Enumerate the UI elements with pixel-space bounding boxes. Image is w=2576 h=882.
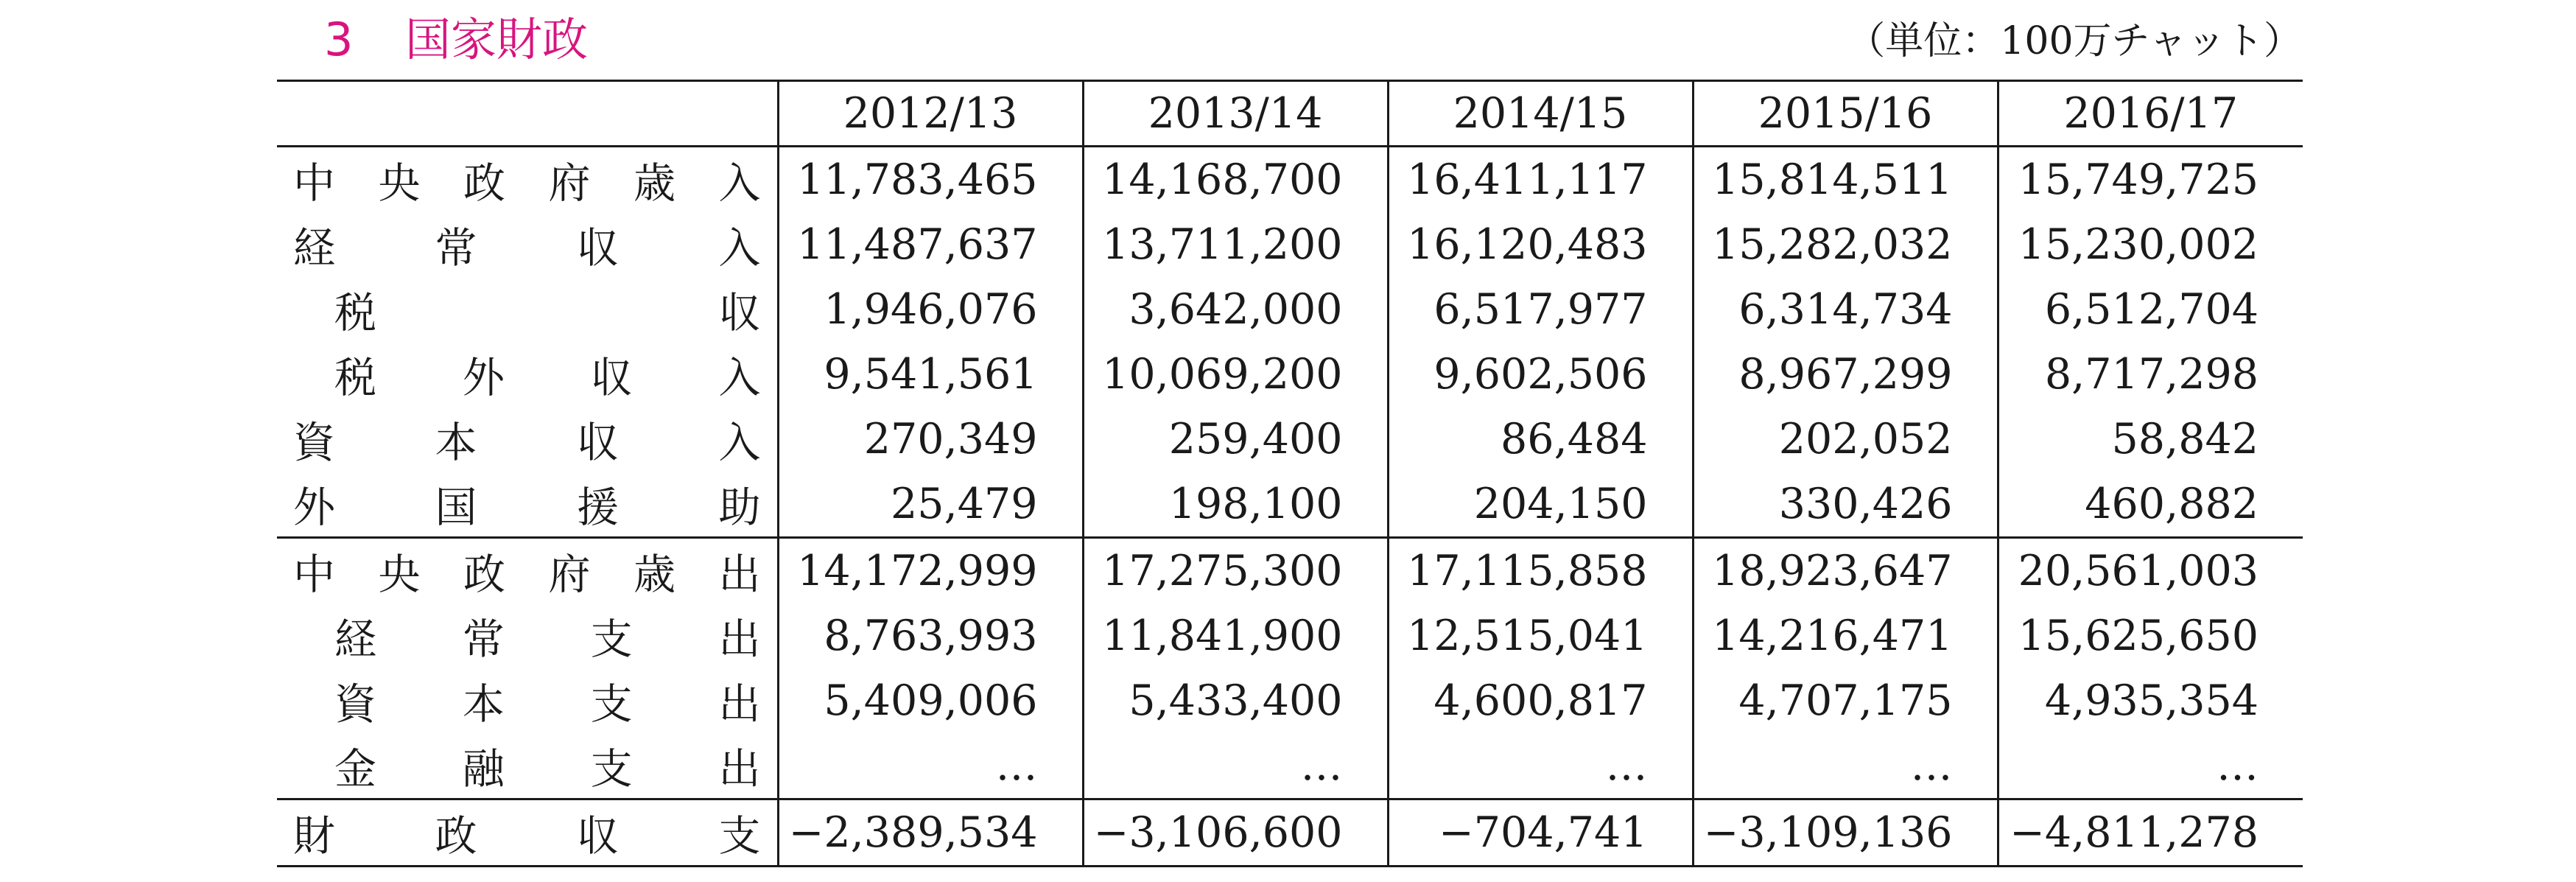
header-row — [277, 81, 2303, 147]
table-cell: 8,763,993 — [778, 603, 1083, 668]
row-label: 中 央 政 府 歳 出 — [277, 538, 778, 604]
column-header: 2012/13 — [778, 81, 1083, 147]
table-cell: 11,487,637 — [778, 212, 1083, 277]
table-row — [277, 668, 2303, 733]
unit-note: （単位：100万チャット） — [1847, 19, 2302, 63]
table-row — [277, 212, 2303, 277]
table-row — [277, 538, 2303, 604]
table-row — [277, 472, 2303, 538]
table-cell: 17,115,858 — [1388, 538, 1693, 604]
table-row — [277, 147, 2303, 213]
table-cell: 86,484 — [1388, 407, 1693, 472]
column-header: 2016/17 — [1998, 81, 2303, 147]
table-cell: 6,314,734 — [1693, 277, 1998, 342]
table-cell: 202,052 — [1693, 407, 1998, 472]
table-cell: 4,707,175 — [1693, 668, 1998, 733]
table-cell: 6,517,977 — [1388, 277, 1693, 342]
header-corner — [277, 81, 778, 147]
table-cell: 12,515,041 — [1388, 603, 1693, 668]
table-cell: −704,741 — [1388, 799, 1693, 867]
table-cell: … — [1388, 733, 1693, 799]
table-cell: 4,935,354 — [1998, 668, 2303, 733]
table-cell: 14,216,471 — [1693, 603, 1998, 668]
table-cell: 1,946,076 — [778, 277, 1083, 342]
table-cell: 3,642,000 — [1083, 277, 1388, 342]
table-cell: 6,512,704 — [1998, 277, 2303, 342]
table-cell: … — [1998, 733, 2303, 799]
section-number: 3 — [324, 13, 354, 66]
table-cell: 330,426 — [1693, 472, 1998, 538]
table-cell: −3,109,136 — [1693, 799, 1998, 867]
table-cell: −2,389,534 — [778, 799, 1083, 867]
column-header: 2015/16 — [1693, 81, 1998, 147]
table-row — [277, 603, 2303, 668]
table-cell: 204,150 — [1388, 472, 1693, 538]
row-label: 経 常 支 出 — [334, 615, 761, 664]
row-label: 資 本 収 入 — [293, 419, 761, 467]
table-cell: 58,842 — [1998, 407, 2303, 472]
row-label: 外 国 援 助 — [293, 483, 761, 532]
table-cell: 25,479 — [778, 472, 1083, 538]
table-cell: −4,811,278 — [1998, 799, 2303, 867]
table-row — [277, 342, 2303, 407]
column-header: 2013/14 — [1083, 81, 1388, 147]
table-cell: 8,967,299 — [1693, 342, 1998, 407]
row-label: 資 本 支 出 — [334, 680, 761, 729]
table-cell: 9,602,506 — [1388, 342, 1693, 407]
table-cell: 15,749,725 — [1998, 147, 2303, 213]
table-cell: 16,120,483 — [1388, 212, 1693, 277]
table-cell: −3,106,600 — [1083, 799, 1388, 867]
row-label: 税 収 — [334, 289, 761, 337]
row-label: 中 央 政 府 歳 入 — [293, 159, 761, 208]
table-row — [277, 407, 2303, 472]
table-cell: 15,814,511 — [1693, 147, 1998, 213]
table-cell: 5,409,006 — [778, 668, 1083, 733]
table-row — [277, 799, 2303, 867]
table-cell: 259,400 — [1083, 407, 1388, 472]
table-cell: 11,841,900 — [1083, 603, 1388, 668]
table-cell: 5,433,400 — [1083, 668, 1388, 733]
national-finance-table — [277, 80, 2303, 867]
table-row — [277, 733, 2303, 799]
row-label: 経 常 収 入 — [293, 224, 761, 273]
table-cell: 198,100 — [1083, 472, 1388, 538]
table-cell: 15,230,002 — [1998, 212, 2303, 277]
table-cell: 18,923,647 — [1693, 538, 1998, 604]
row-label: 金 融 支 出 — [334, 745, 761, 794]
section-title — [324, 10, 588, 69]
table-cell: 20,561,003 — [1998, 538, 2303, 604]
table-cell: 460,882 — [1998, 472, 2303, 538]
table-cell: 8,717,298 — [1998, 342, 2303, 407]
column-header: 2014/15 — [1388, 81, 1693, 147]
section-title-text: 国家財政 — [405, 13, 589, 66]
table-cell: … — [1693, 733, 1998, 799]
table-cell: … — [1083, 733, 1388, 799]
table-cell: 17,275,300 — [1083, 538, 1388, 604]
table-cell: 14,172,999 — [778, 538, 1083, 604]
table-cell: 9,541,561 — [778, 342, 1083, 407]
table-cell: 14,168,700 — [1083, 147, 1388, 213]
table-cell: 270,349 — [778, 407, 1083, 472]
row-label: 税 外 収 入 — [334, 354, 761, 402]
table-row — [277, 277, 2303, 342]
table-cell: 16,411,117 — [1388, 147, 1693, 213]
table-cell: 4,600,817 — [1388, 668, 1693, 733]
table-cell: 15,282,032 — [1693, 212, 1998, 277]
table-cell: … — [778, 733, 1083, 799]
table-cell: 10,069,200 — [1083, 342, 1388, 407]
table-cell: 15,625,650 — [1998, 603, 2303, 668]
row-label: 財 政 収 支 — [277, 799, 778, 867]
table-cell: 13,711,200 — [1083, 212, 1388, 277]
table-cell: 11,783,465 — [778, 147, 1083, 213]
